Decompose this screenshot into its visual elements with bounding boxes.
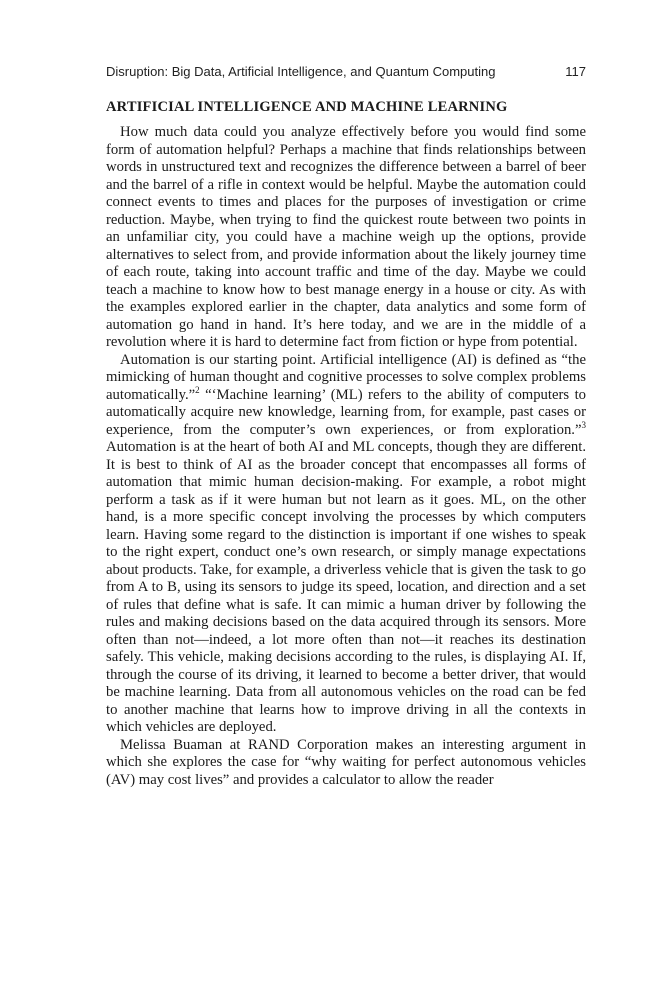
paragraph-2-part-c: Automation is at the heart of both AI and ML concepts, though they are different. It is best to think of AI as the broader concept that encompasses all forms of automation that mimic human decision-making. For example, a robot might perform a task as if it were human but not learn as it goes. ML, on the other hand, is a more specific concept involving the processes by which computers learn. Having some regard to the distinction is important if one wishes to speak to the right expert, conduct one’s own research, or simply manage expectations about products. Take, for example, a driverless vehicle that is given the task to go from A to B, using its sensors to judge its speed, location, and direction and a set of rules that define what is safe. It can mimic a human driver by following the rules and making decisions based on the data acquired through its sensors. More often than not—indeed, a lot more often than not—it reaches its destination safely. This vehicle, making decisions according to the rules, is displaying AI. If, through the course of its driving, it learned to become a better driver, that would be machine learning. Data from all autonomous vehicles on the road can be fed to another machine that learns how to improve driving in all the contexts in which vehicles are deployed. [106,439,586,735]
footnote-ref-3[interactable]: 3 [581,419,586,430]
body-text [106,124,586,789]
paragraph-1: How much data could you analyze effectively before you would find some form of automation helpful? Perhaps a machine that finds relationships between words in unstructured text and recognizes the difference between a barrel of beer and the barrel of a rifle in context would be helpful. Maybe the automation could connect events to times and places for the purposes of investigation or crime reduction. Maybe, when trying to find the quickest route between two points in an unfamiliar city, you could have a machine weigh up the options, provide alternatives to select from, and provide information about the likely journey time of each route, taking into account traffic and time of the day. Maybe we could teach a machine to know how to best manage energy in a house or city. As with the examples explored earlier in the chapter, data analytics and some form of automation go hand in hand. It’s here today, and we are in the middle of a revolution where it is hard to determine fact from fiction or hype from potential. [106,124,586,350]
page-number: 117 [565,64,586,79]
footnote-ref-2[interactable]: 2 [195,384,200,395]
book-page [106,62,586,789]
paragraph-3: Melissa Buaman at RAND Corporation makes an interesting argument in which she explores the case for “why waiting for perfect autonomous vehicles (AV) may cost lives” and provides a calculator to allow the reader [106,736,586,788]
paragraph-2-part-b: “‘Machine learning’ (ML) refers to the ability of computers to automatically acquire new knowledge, learning from, for example, past cases or experience, from the computer’s own experiences, or from exploration.” [106,386,586,438]
section-heading: ARTIFICIAL INTELLIGENCE AND MACHINE LEARNING [106,99,508,115]
running-head [106,62,586,82]
paragraph-2 [106,352,586,737]
running-head-title: Disruption: Big Data, Artificial Intelligence, and Quantum Computing [106,64,496,79]
paragraph-2-part-a: Automation is our starting point. Artificial intelligence (AI) is defined as “the mimicking of human thought and cognitive processes to solve complex problems automatically.” [106,351,586,403]
